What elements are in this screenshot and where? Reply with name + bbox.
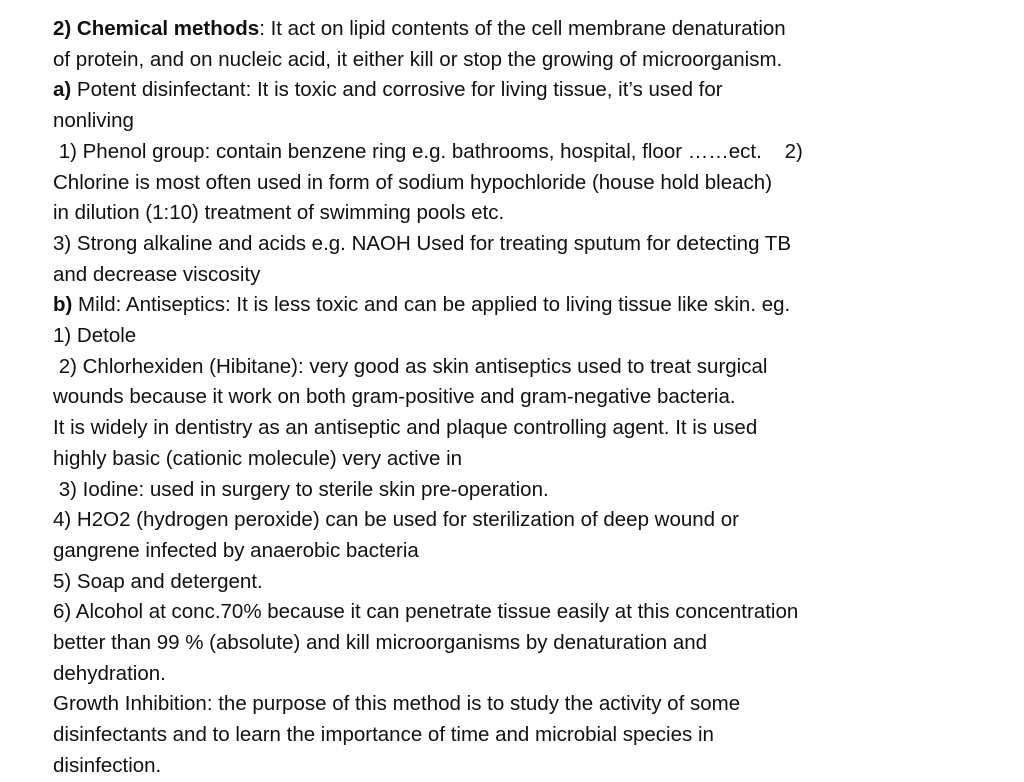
text-line: 1) Detole <box>53 324 137 348</box>
text-line: better than 99 % (absolute) and kill microorganisms by denaturation and <box>53 631 708 655</box>
text-line: 3) Strong alkaline and acids e.g. NAOH Used for treating sputum for detecting TB <box>53 231 791 255</box>
heading-text: : It act on lipid contents of the cell membrane denaturation <box>259 17 786 40</box>
text-line: wounds because it work on both gram-positive and gram-negative bacteria. <box>53 385 736 409</box>
text-line: gangrene infected by anaerobic bacteria <box>53 538 419 562</box>
text-line: Growth Inhibition: the purpose of this method is to study the activity of some <box>53 692 741 716</box>
subsection-b-line <box>53 290 953 321</box>
subsection-b-label: b) <box>53 293 73 317</box>
text-line: disinfection. <box>53 753 162 777</box>
text-line: dehydration. <box>53 661 166 685</box>
subsection-a-line <box>53 75 953 106</box>
text-line: 6) Alcohol at conc.70% because it can penetrate tissue easily at this concentration <box>53 600 799 624</box>
text-line: disinfectants and to learn the importance of time and microbial species in <box>53 723 714 747</box>
text-line: and decrease viscosity <box>53 262 261 286</box>
heading-line <box>53 14 953 45</box>
text-line: of protein, and on nucleic acid, it either kill or stop the growing of microorganism. <box>53 47 783 71</box>
text-line: It is widely in dentistry as an antiseptic and plaque controlling agent. It is used <box>53 416 758 440</box>
text-line: 3) Iodine: used in surgery to sterile skin pre-operation. <box>53 477 549 501</box>
text-line: 1) Phenol group: contain benzene ring e.g. bathrooms, hospital, floor ……ect. 2) <box>53 139 803 163</box>
subsection-a-label: a) <box>53 78 72 102</box>
text-line: Chlorine is most often used in form of sodium hypochloride (house hold bleach) <box>53 170 773 194</box>
text-line: highly basic (cationic molecule) very active in <box>53 446 463 470</box>
text-line: 4) H2O2 (hydrogen peroxide) can be used for sterilization of deep wound or <box>53 508 740 532</box>
subsection-a-text: Potent disinfectant: It is toxic and corrosive for living tissue, it’s used for <box>71 78 723 102</box>
text-line: 2) Chlorhexiden (Hibitane): very good as skin antiseptics used to treat surgical <box>53 354 768 378</box>
text-line: in dilution (1:10) treatment of swimming pools etc. <box>53 201 505 225</box>
text-line: nonliving <box>53 109 134 133</box>
text-line: 5) Soap and detergent. <box>53 569 263 593</box>
section-heading: 2) Chemical methods <box>53 17 260 40</box>
slide-body <box>53 14 953 782</box>
subsection-b-text: Mild: Antiseptics: It is less toxic and can be applied to living tissue like skin. eg. <box>72 293 791 317</box>
